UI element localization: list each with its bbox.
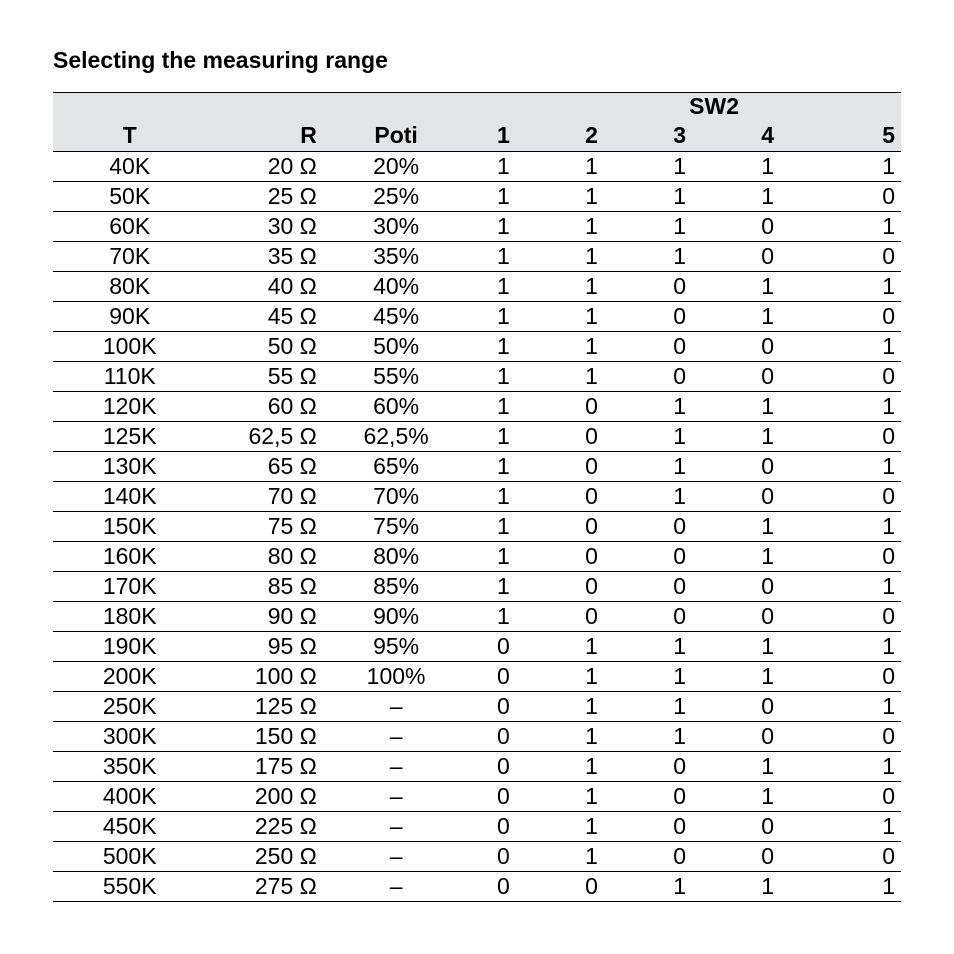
cell-t: 125K <box>53 422 206 452</box>
cell-sw2-2: 0 <box>547 452 635 482</box>
cell-sw2-1: 1 <box>459 482 547 512</box>
cell-t: 160K <box>53 542 206 572</box>
table-row <box>53 842 901 872</box>
table-row <box>53 272 901 302</box>
cell-sw2-1: 1 <box>459 392 547 422</box>
cell-t: 450K <box>53 812 206 842</box>
table-row <box>53 632 901 662</box>
cell-sw2-1: 0 <box>459 812 547 842</box>
cell-sw2-2: 0 <box>547 872 635 902</box>
cell-sw2-1: 0 <box>459 632 547 662</box>
table-row <box>53 242 901 272</box>
cell-sw2-5: 1 <box>812 212 901 242</box>
cell-sw2-3: 1 <box>636 632 724 662</box>
cell-sw2-5: 1 <box>812 332 901 362</box>
cell-sw2-2: 1 <box>547 362 635 392</box>
table-row <box>53 722 901 752</box>
cell-sw2-3: 1 <box>636 662 724 692</box>
cell-sw2-1: 1 <box>459 512 547 542</box>
cell-r: 65 Ω <box>206 452 332 482</box>
cell-r: 60 Ω <box>206 392 332 422</box>
column-header-t: T <box>122 122 137 148</box>
cell-sw2-3: 0 <box>636 542 724 572</box>
cell-sw2-5: 1 <box>812 152 901 182</box>
cell-sw2-3: 0 <box>636 602 724 632</box>
cell-sw2-1: 0 <box>459 662 547 692</box>
cell-sw2-3: 1 <box>636 212 724 242</box>
table-row <box>53 392 901 422</box>
cell-t: 400K <box>53 782 206 812</box>
cell-t: 200K <box>53 662 206 692</box>
cell-r: 75 Ω <box>206 512 332 542</box>
cell-sw2-2: 1 <box>547 782 635 812</box>
cell-sw2-4: 0 <box>724 842 812 872</box>
cell-t: 170K <box>53 572 206 602</box>
cell-t: 140K <box>53 482 206 512</box>
cell-sw2-5: 1 <box>812 512 901 542</box>
cell-r: 62,5 Ω <box>206 422 332 452</box>
cell-poti: 65% <box>333 452 459 482</box>
cell-sw2-4: 1 <box>724 302 812 332</box>
cell-sw2-4: 1 <box>724 632 812 662</box>
cell-poti: – <box>333 722 459 752</box>
cell-sw2-4: 0 <box>724 362 812 392</box>
table-row <box>53 602 901 632</box>
cell-r: 85 Ω <box>206 572 332 602</box>
cell-r: 55 Ω <box>206 362 332 392</box>
cell-t: 90K <box>53 302 206 332</box>
cell-sw2-3: 1 <box>636 482 724 512</box>
cell-t: 120K <box>53 392 206 422</box>
cell-sw2-5: 1 <box>812 392 901 422</box>
cell-sw2-1: 1 <box>459 302 547 332</box>
cell-poti: 55% <box>333 362 459 392</box>
cell-sw2-5: 0 <box>812 782 901 812</box>
cell-t: 50K <box>53 182 206 212</box>
cell-sw2-5: 1 <box>812 752 901 782</box>
cell-r: 70 Ω <box>206 482 332 512</box>
cell-t: 550K <box>53 872 206 902</box>
cell-poti: 80% <box>333 542 459 572</box>
cell-sw2-5: 0 <box>812 542 901 572</box>
cell-poti: 60% <box>333 392 459 422</box>
cell-sw2-1: 1 <box>459 332 547 362</box>
table-row <box>53 212 901 242</box>
cell-r: 200 Ω <box>206 782 332 812</box>
table-row <box>53 662 901 692</box>
cell-poti: – <box>333 842 459 872</box>
cell-sw2-2: 1 <box>547 662 635 692</box>
cell-poti: 30% <box>333 212 459 242</box>
cell-sw2-5: 0 <box>812 842 901 872</box>
cell-sw2-2: 1 <box>547 812 635 842</box>
cell-poti: 100% <box>333 662 459 692</box>
sw2-group-header: SW2 <box>689 93 739 119</box>
cell-sw2-2: 1 <box>547 272 635 302</box>
cell-sw2-3: 0 <box>636 842 724 872</box>
cell-sw2-3: 0 <box>636 572 724 602</box>
cell-sw2-3: 0 <box>636 302 724 332</box>
cell-r: 25 Ω <box>206 182 332 212</box>
cell-sw2-1: 0 <box>459 782 547 812</box>
table-row <box>53 752 901 782</box>
cell-sw2-1: 0 <box>459 692 547 722</box>
cell-sw2-3: 0 <box>636 782 724 812</box>
cell-sw2-4: 0 <box>724 692 812 722</box>
cell-sw2-4: 1 <box>724 782 812 812</box>
cell-poti: 35% <box>333 242 459 272</box>
cell-sw2-4: 1 <box>724 662 812 692</box>
cell-sw2-5: 0 <box>812 242 901 272</box>
cell-t: 80K <box>53 272 206 302</box>
cell-sw2-2: 0 <box>547 512 635 542</box>
cell-sw2-2: 1 <box>547 722 635 752</box>
cell-sw2-4: 1 <box>724 752 812 782</box>
cell-poti: 95% <box>333 632 459 662</box>
cell-sw2-2: 1 <box>547 752 635 782</box>
table-row <box>53 182 901 212</box>
cell-sw2-4: 0 <box>724 242 812 272</box>
cell-sw2-2: 0 <box>547 392 635 422</box>
cell-sw2-1: 0 <box>459 872 547 902</box>
cell-sw2-3: 0 <box>636 362 724 392</box>
cell-sw2-4: 1 <box>724 392 812 422</box>
cell-t: 70K <box>53 242 206 272</box>
cell-sw2-5: 0 <box>812 662 901 692</box>
cell-t: 500K <box>53 842 206 872</box>
cell-poti: 40% <box>333 272 459 302</box>
page-title: Selecting the measuring range <box>53 47 388 73</box>
table-row <box>53 812 901 842</box>
cell-sw2-1: 0 <box>459 722 547 752</box>
cell-sw2-4: 1 <box>724 272 812 302</box>
cell-sw2-3: 0 <box>636 812 724 842</box>
cell-sw2-2: 0 <box>547 572 635 602</box>
cell-t: 130K <box>53 452 206 482</box>
cell-sw2-5: 0 <box>812 422 901 452</box>
cell-sw2-2: 1 <box>547 632 635 662</box>
cell-sw2-1: 1 <box>459 602 547 632</box>
cell-sw2-2: 0 <box>547 602 635 632</box>
cell-sw2-3: 1 <box>636 182 724 212</box>
cell-sw2-5: 1 <box>812 632 901 662</box>
cell-sw2-4: 0 <box>724 482 812 512</box>
cell-sw2-5: 1 <box>812 272 901 302</box>
cell-poti: – <box>333 752 459 782</box>
header-column-row <box>53 119 901 152</box>
cell-sw2-4: 1 <box>724 152 812 182</box>
cell-sw2-2: 1 <box>547 212 635 242</box>
cell-sw2-2: 1 <box>547 242 635 272</box>
cell-sw2-5: 0 <box>812 362 901 392</box>
cell-r: 50 Ω <box>206 332 332 362</box>
cell-r: 30 Ω <box>206 212 332 242</box>
cell-sw2-4: 1 <box>724 542 812 572</box>
table-row <box>53 362 901 392</box>
table-row <box>53 512 901 542</box>
cell-poti: 75% <box>333 512 459 542</box>
cell-poti: 70% <box>333 482 459 512</box>
cell-sw2-3: 0 <box>636 272 724 302</box>
cell-r: 20 Ω <box>206 152 332 182</box>
table-row <box>53 452 901 482</box>
cell-sw2-1: 1 <box>459 182 547 212</box>
table-row <box>53 692 901 722</box>
cell-r: 275 Ω <box>206 872 332 902</box>
cell-sw2-3: 1 <box>636 692 724 722</box>
cell-t: 100K <box>53 332 206 362</box>
cell-sw2-3: 1 <box>636 452 724 482</box>
cell-sw2-2: 1 <box>547 152 635 182</box>
cell-sw2-5: 1 <box>812 872 901 902</box>
cell-sw2-5: 1 <box>812 692 901 722</box>
cell-poti: 85% <box>333 572 459 602</box>
cell-sw2-2: 1 <box>547 182 635 212</box>
cell-sw2-1: 1 <box>459 272 547 302</box>
cell-sw2-3: 1 <box>636 872 724 902</box>
table-body <box>53 152 901 902</box>
cell-sw2-4: 0 <box>724 812 812 842</box>
cell-poti: 62,5% <box>333 422 459 452</box>
cell-sw2-5: 1 <box>812 812 901 842</box>
cell-poti: 25% <box>333 182 459 212</box>
cell-sw2-2: 0 <box>547 542 635 572</box>
cell-sw2-3: 1 <box>636 392 724 422</box>
cell-sw2-4: 1 <box>724 422 812 452</box>
cell-sw2-4: 0 <box>724 452 812 482</box>
cell-sw2-4: 1 <box>724 512 812 542</box>
cell-sw2-5: 0 <box>812 182 901 212</box>
cell-r: 100 Ω <box>206 662 332 692</box>
measuring-range-table <box>53 92 901 902</box>
cell-sw2-3: 0 <box>636 752 724 782</box>
column-header-sw2-1: 1 <box>496 122 510 148</box>
cell-sw2-2: 0 <box>547 482 635 512</box>
cell-sw2-5: 0 <box>812 722 901 752</box>
cell-sw2-1: 1 <box>459 242 547 272</box>
cell-sw2-3: 1 <box>636 722 724 752</box>
table-row <box>53 482 901 512</box>
cell-poti: 50% <box>333 332 459 362</box>
cell-sw2-3: 0 <box>636 332 724 362</box>
cell-poti: – <box>333 692 459 722</box>
cell-poti: 20% <box>333 152 459 182</box>
cell-sw2-5: 0 <box>812 302 901 332</box>
cell-r: 150 Ω <box>206 722 332 752</box>
cell-r: 250 Ω <box>206 842 332 872</box>
cell-r: 45 Ω <box>206 302 332 332</box>
column-header-sw2-3: 3 <box>673 122 686 148</box>
cell-poti: – <box>333 812 459 842</box>
table-header <box>53 93 901 152</box>
cell-r: 175 Ω <box>206 752 332 782</box>
cell-t: 150K <box>53 512 206 542</box>
column-header-r: R <box>300 122 317 148</box>
cell-sw2-1: 1 <box>459 572 547 602</box>
cell-t: 250K <box>53 692 206 722</box>
cell-t: 110K <box>53 362 206 392</box>
cell-sw2-3: 1 <box>636 422 724 452</box>
cell-sw2-2: 1 <box>547 692 635 722</box>
cell-t: 180K <box>53 602 206 632</box>
cell-sw2-1: 1 <box>459 542 547 572</box>
table-row <box>53 782 901 812</box>
cell-sw2-4: 0 <box>724 572 812 602</box>
cell-r: 80 Ω <box>206 542 332 572</box>
cell-sw2-3: 0 <box>636 512 724 542</box>
cell-sw2-2: 1 <box>547 842 635 872</box>
table-row <box>53 422 901 452</box>
cell-sw2-5: 0 <box>812 602 901 632</box>
cell-sw2-4: 0 <box>724 722 812 752</box>
cell-t: 190K <box>53 632 206 662</box>
table-row <box>53 302 901 332</box>
column-header-poti: Poti <box>374 122 418 148</box>
cell-t: 40K <box>53 152 206 182</box>
column-header-sw2-2: 2 <box>585 122 598 148</box>
cell-sw2-5: 1 <box>812 452 901 482</box>
cell-r: 35 Ω <box>206 242 332 272</box>
cell-poti: – <box>333 782 459 812</box>
cell-sw2-2: 1 <box>547 302 635 332</box>
cell-sw2-5: 0 <box>812 482 901 512</box>
cell-sw2-4: 0 <box>724 212 812 242</box>
cell-t: 60K <box>53 212 206 242</box>
table-row <box>53 332 901 362</box>
cell-sw2-2: 0 <box>547 422 635 452</box>
cell-sw2-1: 1 <box>459 152 547 182</box>
cell-sw2-4: 0 <box>724 602 812 632</box>
cell-poti: 90% <box>333 602 459 632</box>
cell-poti: 45% <box>333 302 459 332</box>
cell-sw2-1: 1 <box>459 362 547 392</box>
cell-sw2-1: 1 <box>459 422 547 452</box>
cell-sw2-1: 0 <box>459 842 547 872</box>
table-row <box>53 542 901 572</box>
cell-t: 350K <box>53 752 206 782</box>
column-header-sw2-5: 5 <box>882 122 895 148</box>
header-spacer <box>53 93 459 120</box>
cell-r: 95 Ω <box>206 632 332 662</box>
cell-r: 225 Ω <box>206 812 332 842</box>
cell-sw2-1: 0 <box>459 752 547 782</box>
cell-t: 300K <box>53 722 206 752</box>
cell-sw2-3: 1 <box>636 152 724 182</box>
column-header-sw2-4: 4 <box>761 122 775 148</box>
table-row <box>53 872 901 902</box>
cell-r: 90 Ω <box>206 602 332 632</box>
cell-sw2-3: 1 <box>636 242 724 272</box>
cell-sw2-4: 1 <box>724 872 812 902</box>
cell-sw2-1: 1 <box>459 452 547 482</box>
cell-sw2-1: 1 <box>459 212 547 242</box>
cell-poti: – <box>333 872 459 902</box>
table-row <box>53 572 901 602</box>
cell-r: 125 Ω <box>206 692 332 722</box>
cell-sw2-4: 1 <box>724 182 812 212</box>
cell-sw2-4: 0 <box>724 332 812 362</box>
table-row <box>53 152 901 182</box>
header-group-row <box>53 93 901 120</box>
cell-r: 40 Ω <box>206 272 332 302</box>
cell-sw2-5: 1 <box>812 572 901 602</box>
cell-sw2-2: 1 <box>547 332 635 362</box>
